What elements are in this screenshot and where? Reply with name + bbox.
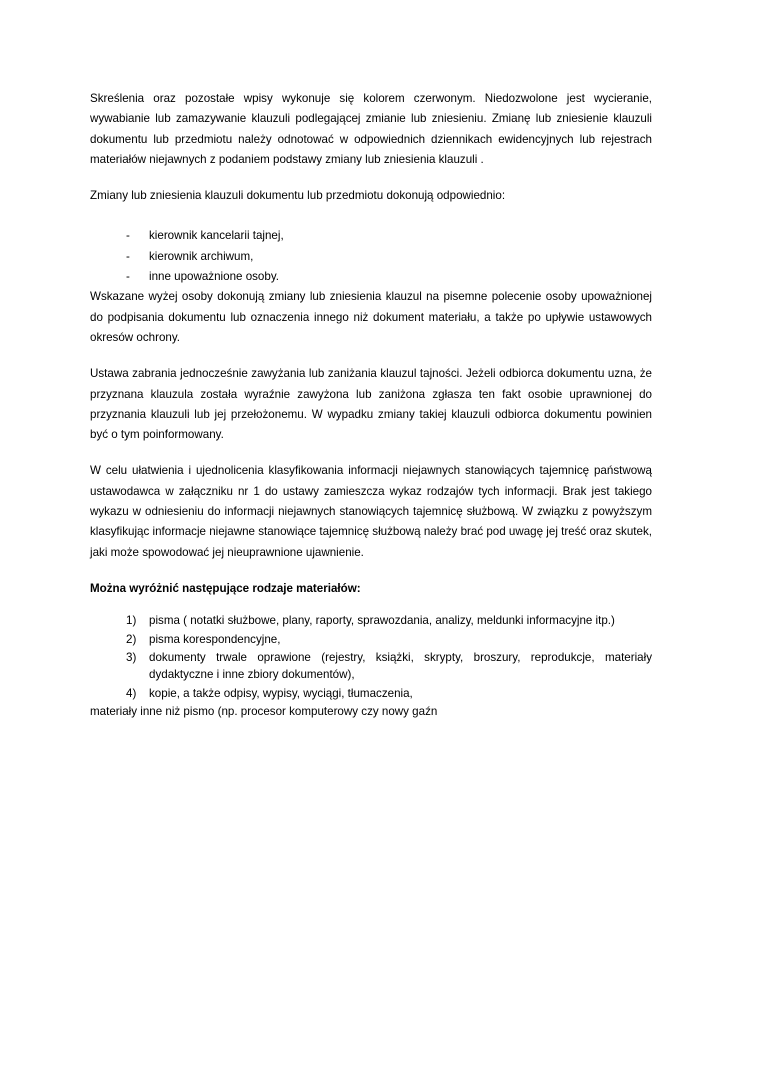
list-marker: 4) [126, 686, 137, 700]
list-item [90, 632, 652, 649]
document-page [90, 89, 652, 721]
list-item-text: pisma ( notatki służbowe, plany, raporty, sprawozdania, analizy, meldunki informacyjne itp.) [149, 614, 615, 628]
list-item [90, 613, 652, 630]
list-item-text: inne upoważnione osoby. [149, 270, 279, 284]
paragraph-2: Zmiany lub zniesienia klauzuli dokumentu lub przedmiotu dokonują odpowiednio: [90, 189, 506, 203]
list-item [90, 650, 652, 683]
list-item [90, 226, 652, 246]
list-marker: 2) [126, 632, 137, 646]
section-heading: Można wyróżnić następujące rodzaje materiałów: [90, 581, 361, 595]
list-item-text: pisma korespondencyjne, [149, 632, 281, 646]
list-marker: 3) [126, 651, 137, 665]
paragraph-4: Ustawa zabrania jednocześnie zawyżania lub zaniżania klauzul tajności. Jeżeli odbiorca dokumentu uzna, że przyznana klauzula została wyraźnie zawyżona lub zaniżona zgłasza ten fakt osobie uprawnionej do przyznania klauzuli lub jej przełożonemu. W wypadku zmiany takiej klauzuli odbiorca dokumentu powinien być o tym poinformowany. [90, 367, 652, 442]
list-marker: - [126, 249, 130, 263]
list-item [90, 686, 652, 703]
list-item [90, 247, 652, 267]
list-item-text: kierownik kancelarii tajnej, [149, 229, 284, 243]
list-item [90, 267, 652, 287]
list-marker: - [126, 270, 130, 284]
paragraph-5: W celu ułatwienia i ujednolicenia klasyfikowania informacji niejawnych stanowiących tajemnicę państwową ustawodawca w załączniku nr 1 do ustawy zamieszcza wykaz rodzajów tych informacji. Brak jest takiego wykazu w odniesieniu do informacji niejawnych stanowiących tajemnicę służbową. W związku z powyższym klasyfikując informacje niejawne stanowiące tajemnicę służbową należy brać pod uwagę jej treść oraz skutek, jaki może spowodować jej nieuprawnione ujawnienie. [90, 464, 652, 559]
list-item-text: kopie, a także odpisy, wypisy, wyciągi, tłumaczenia, [149, 686, 413, 700]
list-item-text: dokumenty trwale oprawione (rejestry, książki, skrypty, broszury, reprodukcje, materiały dydaktyczne i inne zbiory dokumentów), [149, 651, 652, 682]
list-marker: - [126, 229, 130, 243]
list-item-text: kierownik archiwum, [149, 249, 254, 263]
numbered-list [90, 613, 652, 702]
trailing-line: materiały inne niż pismo (np. procesor komputerowy czy nowy gaźn [90, 705, 438, 719]
dash-list [90, 226, 652, 287]
list-marker: 1) [126, 614, 137, 628]
paragraph-3: Wskazane wyżej osoby dokonują zmiany lub zniesienia klauzul na pisemne polecenie osoby upoważnionej do podpisania dokumentu lub oznaczenia innego niż dokument materiału, a także po upływie ustawowych okresów ochrony. [90, 290, 652, 344]
paragraph-1: Skreślenia oraz pozostałe wpisy wykonuje się kolorem czerwonym. Niedozwolone jest wycieranie, wywabianie lub zamazywanie klauzuli podlegającej zmianie lub zniesieniu. Zmianę lub zniesienie klauzuli dokumentu lub przedmiotu należy odnotować w odpowiednich dziennikach ewidencyjnych lub rejestrach materiałów niejawnych z podaniem podstawy zmiany lub zniesienia klauzuli . [90, 92, 652, 166]
